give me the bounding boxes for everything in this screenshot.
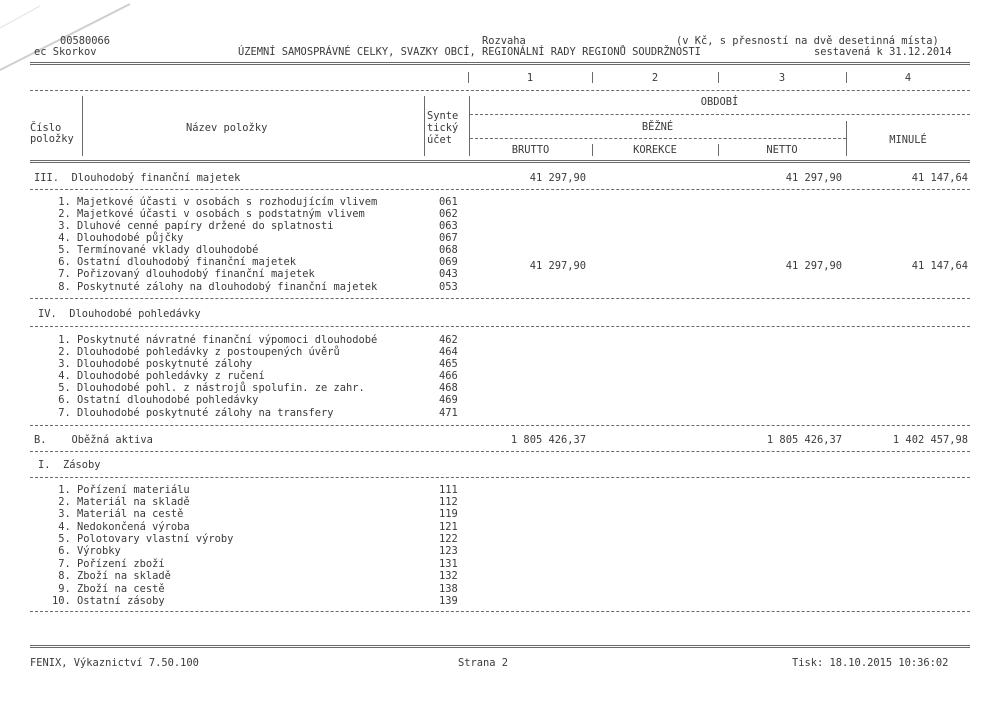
header-nazev: Název položky xyxy=(186,122,268,134)
list-item: 2. Majetkové účasti v osobách s podstatným vlivem xyxy=(52,208,365,220)
section-label: IV. Dlouhodobé pohledávky xyxy=(38,308,201,320)
list-item: 5. Polotovary vlastní výroby xyxy=(52,533,234,545)
list-item: 1. Pořízení materiálu xyxy=(52,484,190,496)
account-number: 111 xyxy=(439,484,458,496)
list-item: 1. Majetkové účasti v osobách s rozhodujícím vlivem xyxy=(52,196,378,208)
list-item: 6. Výrobky xyxy=(52,545,121,557)
rule-dashed xyxy=(30,326,970,327)
page-number: Strana 2 xyxy=(458,657,509,669)
account-number: 063 xyxy=(439,220,458,232)
report-title: Rozvaha xyxy=(482,35,526,47)
header-cislo: Číslo xyxy=(30,122,62,134)
header-obdobi: OBDOBÍ xyxy=(700,96,739,108)
section-brutto: 41 297,90 xyxy=(529,172,586,184)
account-number: 132 xyxy=(439,570,458,582)
municipality-name: ec Skorkov xyxy=(34,46,97,58)
header-minule: MINULÉ xyxy=(889,134,927,146)
account-number: 462 xyxy=(439,334,458,346)
account-number: 053 xyxy=(439,281,458,293)
list-item: 5. Termínované vklady dlouhodobé xyxy=(52,244,259,256)
account-number: 062 xyxy=(439,208,458,220)
print-timestamp: Tisk: 18.10.2015 10:36:02 xyxy=(792,657,949,669)
section-netto: 41 297,90 xyxy=(785,172,842,184)
section-minule: 41 147,64 xyxy=(911,172,968,184)
col-number-1: 1 xyxy=(526,72,534,84)
rule-double xyxy=(30,62,970,65)
section-label: B. Oběžná aktiva xyxy=(34,434,153,446)
item-brutto: 41 297,90 xyxy=(529,260,586,272)
header-ticky: tický xyxy=(427,122,459,134)
header-ucet: účet xyxy=(427,134,453,146)
date-note: sestavená k 31.12.2014 xyxy=(814,46,952,58)
rule-dashed xyxy=(30,451,970,452)
software-version: FENIX, Výkaznictví 7.50.100 xyxy=(30,657,199,669)
account-number: 131 xyxy=(439,558,458,570)
account-number: 069 xyxy=(439,256,458,268)
section-brutto: 1 805 426,37 xyxy=(510,434,586,446)
header-bezne: BĚŽNÉ xyxy=(641,121,674,133)
account-number: 123 xyxy=(439,545,458,557)
header-synte: Synte xyxy=(427,110,459,122)
account-number: 469 xyxy=(439,394,458,406)
account-number: 465 xyxy=(439,358,458,370)
account-number: 068 xyxy=(439,244,458,256)
rule-dashed xyxy=(30,90,970,91)
account-number: 121 xyxy=(439,521,458,533)
rule-dashed xyxy=(470,138,846,139)
account-number: 471 xyxy=(439,407,458,419)
account-number: 122 xyxy=(439,533,458,545)
rule-dashed xyxy=(30,477,970,478)
header-korekce: KOREKCE xyxy=(633,144,677,156)
list-item: 3. Materiál na cestě xyxy=(52,508,184,520)
list-item: 3. Dlouhodobé poskytnuté zálohy xyxy=(52,358,253,370)
list-item: 7. Dlouhodobé poskytnuté zálohy na transfery xyxy=(52,407,334,419)
list-item: 9. Zboží na cestě xyxy=(52,583,165,595)
section-minule: 1 402 457,98 xyxy=(892,434,968,446)
rule-double xyxy=(30,160,970,163)
rule-double xyxy=(30,645,970,648)
list-item: 7. Pořizovaný dlouhodobý finanční majetek xyxy=(52,268,315,280)
list-item: 10. Ostatní zásoby xyxy=(52,595,165,607)
rule-dashed xyxy=(30,425,970,426)
account-number: 061 xyxy=(439,196,458,208)
list-item: 1. Poskytnuté návratné finanční výpomoci dlouhodobé xyxy=(52,334,378,346)
list-item: 4. Dlouhodobé půjčky xyxy=(52,232,184,244)
account-number: 139 xyxy=(439,595,458,607)
units-note: (v Kč, s přesností na dvě desetinná místa) xyxy=(676,35,939,47)
report-subtitle: ÚZEMNÍ SAMOSPRÁVNÉ CELKY, SVAZKY OBCÍ, REGIONÁLNÍ RADY REGIONŮ SOUDRŽNOSTI xyxy=(238,46,701,58)
account-number: 464 xyxy=(439,346,458,358)
account-number: 067 xyxy=(439,232,458,244)
ico-number: 00580066 xyxy=(60,35,111,47)
col-divider xyxy=(82,96,83,156)
list-item: 8. Poskytnuté zálohy na dlouhodobý finanční majetek xyxy=(52,281,378,293)
rule-dashed xyxy=(30,611,970,612)
item-minule: 41 147,64 xyxy=(911,260,968,272)
section-label: I. Zásoby xyxy=(38,459,101,471)
list-item: 6. Ostatní dlouhodobý finanční majetek xyxy=(52,256,296,268)
account-number: 468 xyxy=(439,382,458,394)
rule-dashed xyxy=(30,189,970,190)
rule-dashed xyxy=(470,114,970,115)
list-item: 2. Materiál na skladě xyxy=(52,496,190,508)
col-number-3: 3 xyxy=(778,72,786,84)
account-number: 043 xyxy=(439,268,458,280)
account-number: 112 xyxy=(439,496,458,508)
account-number: 119 xyxy=(439,508,458,520)
list-item: 5. Dlouhodobé pohl. z nástrojů spolufin. ze zahr. xyxy=(52,382,365,394)
header-netto: NETTO xyxy=(766,144,798,156)
account-number: 466 xyxy=(439,370,458,382)
list-item: 2. Dlouhodobé pohledávky z postoupených úvěrů xyxy=(52,346,340,358)
section-label: III. Dlouhodobý finanční majetek xyxy=(34,172,241,184)
rule-dashed xyxy=(30,298,970,299)
item-netto: 41 297,90 xyxy=(785,260,842,272)
col-number-2: 2 xyxy=(651,72,659,84)
list-item: 8. Zboží na skladě xyxy=(52,570,171,582)
header-brutto: BRUTTO xyxy=(511,144,550,156)
list-item: 4. Nedokončená výroba xyxy=(52,521,190,533)
list-item: 4. Dlouhodobé pohledávky z ručení xyxy=(52,370,265,382)
col-number-4: 4 xyxy=(904,72,912,84)
section-netto: 1 805 426,37 xyxy=(766,434,842,446)
header-polozky: položky xyxy=(30,133,74,145)
col-divider xyxy=(424,96,425,156)
list-item: 6. Ostatní dlouhodobé pohledávky xyxy=(52,394,259,406)
account-number: 138 xyxy=(439,583,458,595)
list-item: 7. Pořízení zboží xyxy=(52,558,165,570)
list-item: 3. Dluhové cenné papíry držené do splatnosti xyxy=(52,220,334,232)
